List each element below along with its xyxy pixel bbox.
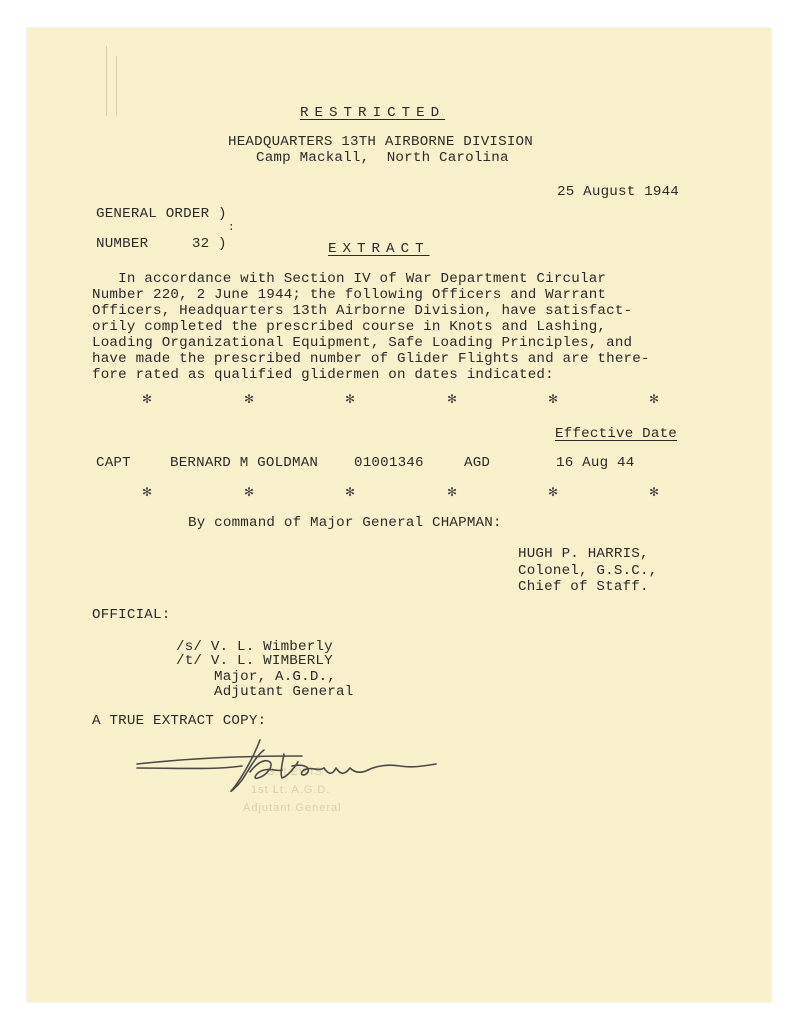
signatory-title: Chief of Staff. xyxy=(518,579,649,595)
order-number-label: NUMBER 32 ) xyxy=(96,236,227,252)
body-line: Loading Organizational Equipment, Safe Loading Principles, and xyxy=(92,335,633,351)
location-heading: Camp Mackall, North Carolina xyxy=(256,150,509,166)
official-typed: /t/ V. L. WIMBERLY xyxy=(176,653,333,669)
document-page xyxy=(27,28,771,1002)
officer-effective-date: 16 Aug 44 xyxy=(556,455,635,471)
colon-mark: : xyxy=(228,222,235,234)
asterisk-icon: ✻ xyxy=(142,392,153,406)
extract-title: EXTRACT xyxy=(328,241,430,257)
order-date: 25 August 1944 xyxy=(557,184,679,200)
officer-serial: 01001346 xyxy=(354,455,424,471)
officer-name: BERNARD M GOLDMAN xyxy=(170,455,319,471)
body-line: Officers, Headquarters 13th Airborne Division, have satisfact- xyxy=(92,303,633,319)
star-divider xyxy=(27,486,771,500)
official-signed: /s/ V. L. Wimberly xyxy=(176,639,333,655)
asterisk-icon: ✻ xyxy=(649,392,660,406)
handwritten-signature xyxy=(132,728,442,808)
asterisk-icon: ✻ xyxy=(244,485,255,499)
body-line: In accordance with Section IV of War Department Circular xyxy=(92,271,607,287)
official-rank: Major, A.G.D., xyxy=(214,669,336,685)
official-label: OFFICIAL: xyxy=(92,607,171,623)
body-line: have made the prescribed number of Glider Flights and are there- xyxy=(92,351,650,367)
asterisk-icon: ✻ xyxy=(447,485,458,499)
asterisk-icon: ✻ xyxy=(447,392,458,406)
asterisk-icon: ✻ xyxy=(548,392,559,406)
official-title: Adjutant General xyxy=(214,684,354,700)
body-line: fore rated as qualified glidermen on dates indicated: xyxy=(92,367,554,383)
signatory-name: HUGH P. HARRIS, xyxy=(518,546,649,562)
asterisk-icon: ✻ xyxy=(345,485,356,499)
stamp-line: S. LEWIS xyxy=(267,766,323,778)
classification-heading: RESTRICTED xyxy=(300,105,446,121)
true-extract-label: A TRUE EXTRACT COPY: xyxy=(92,713,267,729)
asterisk-icon: ✻ xyxy=(244,392,255,406)
asterisk-icon: ✻ xyxy=(142,485,153,499)
stamp-line: Adjutant General xyxy=(243,802,342,814)
body-line: orily completed the prescribed course in Knots and Lashing, xyxy=(92,319,607,335)
body-line: Number 220, 2 June 1944; the following Officers and Warrant xyxy=(92,287,607,303)
asterisk-icon: ✻ xyxy=(548,485,559,499)
officer-branch: AGD xyxy=(464,455,491,471)
stamp-line: 1st Lt. A.G.D. xyxy=(251,784,331,796)
officer-rank: CAPT xyxy=(96,455,131,471)
asterisk-icon: ✻ xyxy=(649,485,660,499)
star-divider xyxy=(27,393,771,407)
paperclip-mark xyxy=(116,56,117,116)
signatory-rank: Colonel, G.S.C., xyxy=(518,563,658,579)
asterisk-icon: ✻ xyxy=(345,392,356,406)
unit-heading: HEADQUARTERS 13TH AIRBORNE DIVISION xyxy=(228,134,533,150)
command-line: By command of Major General CHAPMAN: xyxy=(188,515,502,531)
general-order-label: GENERAL ORDER ) xyxy=(96,206,227,222)
effective-date-header: Effective Date xyxy=(555,426,677,442)
paperclip-mark xyxy=(106,46,107,116)
